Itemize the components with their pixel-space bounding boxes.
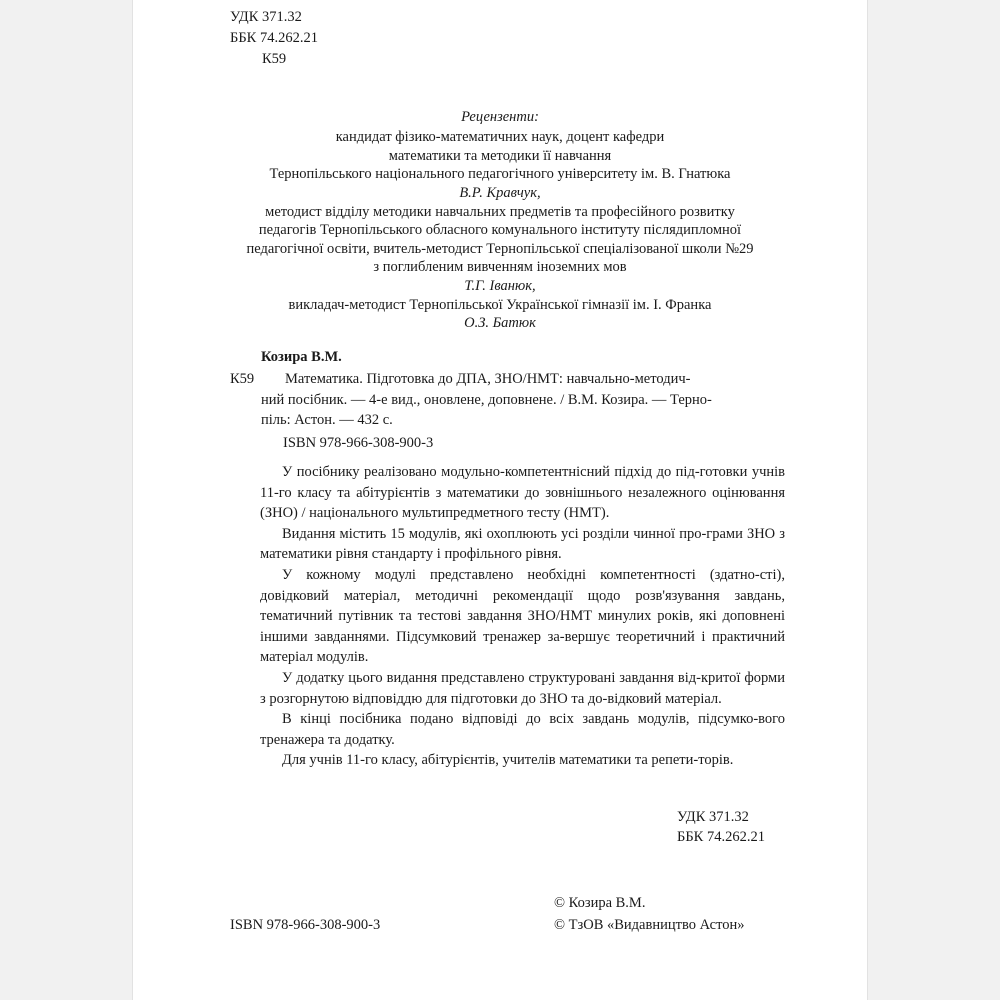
bbk-code-top: ББК 74.262.21 bbox=[230, 30, 318, 46]
annotation-paragraph: Для учнів 11-го класу, абітурієнтів, учителів математики та репети-торів. bbox=[282, 752, 734, 769]
udk-code-top: УДК 371.32 bbox=[230, 9, 302, 25]
biblio-line: Математика. Підготовка до ДПА, ЗНО/НМТ: навчально-методич- bbox=[285, 371, 691, 387]
bbk-code-bottom: ББК 74.262.21 bbox=[677, 829, 765, 845]
reviewer3-line: викладач-методист Тернопільської Української гімназії ім. І. Франка bbox=[288, 297, 712, 313]
author-sign-top: К59 bbox=[262, 51, 287, 67]
reviewer1-name: В.Р. Кравчук, bbox=[459, 185, 541, 201]
annotation-paragraph: У кожному модулі представлено необхідні компетентності (здатно-сті), довідковий матеріал, методичні рекомендації щодо розв'язування завдань, тематичний путівник та тестові завдання ЗНО/НМТ минулих років, які доповнені іншими завданнями. Підсумковий тренажер за-вершує теоретичний і практичний матеріал модулів. bbox=[260, 566, 785, 666]
reviewer2-name: Т.Г. Іванюк, bbox=[464, 278, 536, 294]
reviewer2-line: педагогів Тернопільського обласного комунального інституту післядипломної bbox=[258, 222, 742, 238]
copyright-publisher: © ТзОВ «Видавництво Астон» bbox=[554, 917, 745, 933]
reviewer2-line: методист відділу методики навчальних предметів та професійного розвитку bbox=[265, 204, 735, 220]
book-page bbox=[133, 0, 867, 1000]
reviewer3-name: О.З. Батюк bbox=[464, 315, 536, 331]
annotation-paragraph: В кінці посібника подано відповіді до всіх завдань модулів, підсумко-вого тренажера та додатку. bbox=[260, 711, 785, 748]
annotation bbox=[260, 462, 785, 771]
reviewer1-line: Тернопільського національного педагогічного університету ім. В. Гнатюка bbox=[269, 166, 731, 182]
biblio-code: К59 bbox=[230, 371, 255, 387]
annotation-paragraph: Видання містить 15 модулів, які охоплюють усі розділи чинної про-грами ЗНО з математики рівня стандарту і профільного рівня. bbox=[260, 525, 785, 563]
biblio-line: піль: Астон. — 432 с. bbox=[261, 412, 393, 428]
reviewers-title: Рецензенти: bbox=[461, 109, 539, 125]
footer-isbn: ISBN 978-966-308-900-3 bbox=[230, 917, 381, 933]
reviewer1-line: математики та методики її навчання bbox=[388, 148, 612, 164]
annotation-paragraph: У посібнику реалізовано модульно-компетентнісний підхід до під-готовки учнів 11-го класу та абітурієнтів з математики до зовнішнього незалежного оцінювання (ЗНО) / національного мультипредметного тесту (НМТ). bbox=[260, 464, 785, 522]
biblio-author: Козира В.М. bbox=[261, 349, 342, 365]
udk-code-bottom: УДК 371.32 bbox=[677, 809, 749, 825]
copyright-author: © Козира В.М. bbox=[554, 895, 646, 911]
reviewer2-line: з поглибленим вивченням іноземних мов bbox=[373, 259, 627, 275]
biblio-line: ний посібник. — 4-е вид., оновлене, доповнене. / В.М. Козира. — Терно- bbox=[261, 392, 712, 408]
reviewer2-line: педагогічної освіти, вчитель-методист Тернопільської спеціалізованої школи №29 bbox=[246, 241, 754, 257]
reviewer1-line: кандидат фізико-математичних наук, доцент кафедри bbox=[335, 129, 665, 145]
biblio-isbn: ISBN 978-966-308-900-3 bbox=[283, 435, 434, 451]
annotation-paragraph: У додатку цього видання представлено структуровані завдання від-критої форми з розгорнутою відповіддю для підготовки до ЗНО та до-відковий матеріал. bbox=[260, 669, 785, 707]
